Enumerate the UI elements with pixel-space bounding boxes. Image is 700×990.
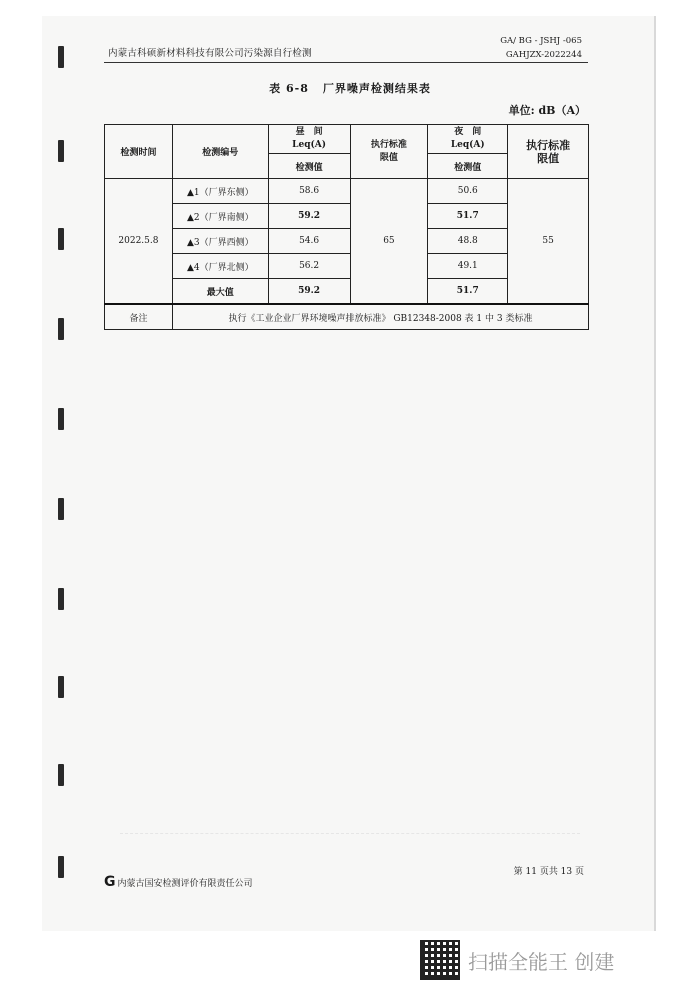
header-night-limit-line2: 限值 [537,151,560,165]
table-header-row [105,125,589,154]
binder-hole-mark [58,140,64,162]
day-value: 59.2 [268,279,350,305]
header-night-line2: Leq(A) [450,140,485,150]
binder-hole-mark [58,764,64,786]
table-title-name: 厂界噪声检测结果表 [322,82,431,95]
table-title [0,80,700,96]
header-day-value: 检测值 [268,154,350,179]
remark-row [105,304,589,330]
day-value: 59.2 [268,204,350,229]
point-id: ▲3（厂界西侧） [172,229,268,254]
header-day-line1: 昼 间 [295,127,323,137]
night-limit-cell: 55 [508,179,589,305]
day-limit-cell: 65 [350,179,428,305]
page-number: 第 11 页共 13 页 [513,867,584,877]
night-value: 49.1 [428,254,508,279]
point-id: ▲1（厂界东侧） [172,179,268,204]
header-night [428,125,508,154]
remark-label: 备注 [105,304,173,330]
header-day [268,125,350,154]
night-value: 51.7 [428,204,508,229]
scanner-watermark-text: 扫描全能王 创建 [468,949,615,974]
header-day-limit-line1: 执行标准 [370,139,407,150]
unit-label: 单位: dB（A） [508,104,586,117]
night-value: 48.8 [428,229,508,254]
report-number: GAHJZX-2022244 [505,50,582,60]
day-value: 56.2 [268,254,350,279]
date-cell: 2022.5.8 [105,179,173,305]
point-id: ▲4（厂界北侧） [172,254,268,279]
binder-hole-mark [58,46,64,68]
footer-company [104,874,253,890]
binder-hole-mark [58,318,64,340]
night-value: 51.7 [428,279,508,305]
qr-code-icon [420,940,460,980]
header-day-limit [350,125,428,179]
binder-hole-mark [58,498,64,520]
header-night-value: 检测值 [428,154,508,179]
day-value: 54.6 [268,229,350,254]
doc-code: GA/ BG - JSHJ -065 [500,36,582,46]
header-time: 检测时间 [105,125,173,179]
noise-results-table [104,124,589,330]
binder-hole-mark [58,676,64,698]
header-codes [500,34,582,62]
header-company: 内蒙古科硕新材料科技有限公司污染源自行检测 [108,48,312,59]
scanner-watermark [420,940,614,980]
header-day-line2: Leq(A) [292,140,327,150]
binder-hole-mark [58,588,64,610]
header-day-limit-line2: 限值 [379,152,398,163]
company-logo-icon: G [104,874,116,890]
point-id: ▲2（厂界南侧） [172,204,268,229]
table-title-label: 表 6-8 [269,82,309,95]
header-night-line1: 夜 间 [454,127,482,137]
binder-hole-mark [58,408,64,430]
header-night-limit [508,125,589,179]
header-night-limit-line1: 执行标准 [526,138,571,152]
point-id: 最大值 [172,279,268,305]
day-value: 58.6 [268,179,350,204]
binder-hole-mark [58,228,64,250]
table-row [105,179,589,204]
footer-company-name: 内蒙古国安检测评价有限责任公司 [117,878,253,889]
header-id: 检测编号 [172,125,268,179]
remark-text: 执行《工业企业厂界环境噪声排放标准》 GB12348-2008 表 1 中 3 类标准 [172,304,588,330]
night-value: 50.6 [428,179,508,204]
header-rule [104,62,588,63]
faint-rule [120,833,580,834]
binder-hole-mark [58,856,64,878]
